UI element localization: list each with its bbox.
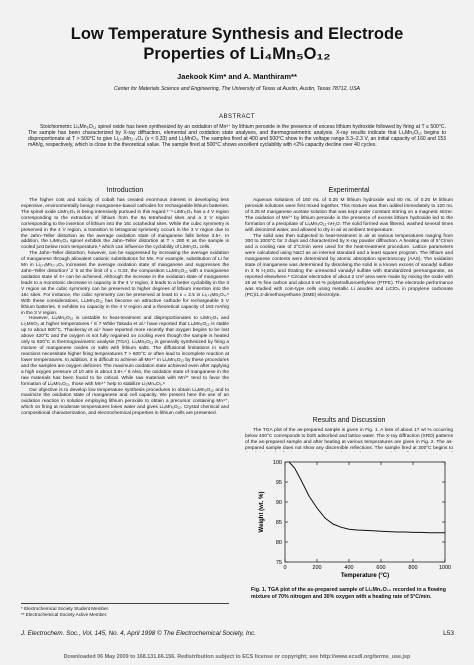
- authors: Jaekook Kim* and A. Manthiram**: [177, 72, 297, 81]
- y-tick-label: 75: [275, 560, 282, 566]
- journal-citation: J. Electrochem. Soc., Vol. 145, No. 4, April 1998 © The Electrochemical Society, Inc.: [21, 630, 257, 637]
- intro-paragraph: However, Li₄Mn₅O₁₂ is unstable to heat-treatment and disproportionates to LiMn₂O₄ and Li₂MnO₃ at higher temperatures.¹˙6˙7 While Takada et al.⁷ have reported that Li₄Mn₅O₁₂ is stable up to about 600°C, Thackeray et al.¹ have reported more recently that oxygen begins to be lost above 420°C and the oxygen is not fully regained on cooling even though the sample is heated only to 620°C in thermogravimetric analysis (TGA). Li₄Mn₅O₁₂ is generally synthesized by firing a mixture of manganese oxides or salts with lithium salts. The diffusional limitations in such reactions necessitate higher firing temperatures T > 600°C or often lead to incomplete reaction at lower temperatures. In addition, it is difficult to achieve all Mn⁴⁺ in Li₄Mn₅O₁₂ by these procedures and the samples are oxygen deficient. The maximum oxidation state achieved even after applying a high oxygen pressure of 10 atm is about 3.8+.¹˙6 Also, the oxidation state of manganese in the raw materials has been found to be critical. While raw materials with Mn³⁺ tend to favor the formation of Li₄Mn₅O₁₂, those with Mn⁴⁺ help to stabilize Li₂Mn₄O₉.⁶: [21, 316, 229, 387]
- x-tick-label: 800: [408, 565, 418, 571]
- x-axis-label: Temperature (°C): [340, 573, 390, 579]
- intro-paragraph: The Jahn–Teller distortion, however, can be suppressed by increasing the average oxidation of manganese through aliovalent cationic substitutions for Mn. For example, substitution of Li for Mn in Li₁₊ₓMn₂₋ₓO₄ increases the average oxidation state of manganese and suppresses the Jahn–Teller distortion¹˙2˙6 at the limit of x = 0.33, the composition Li₄Mn₅O₁₂ with a manganese oxidation state of 4+ can be achieved. Although the increase in the oxidation state of manganese leads to a monotonic decrease in capacity in the 4 V region, it leads to a better cyclability in the 3 V region as the cubic symmetry can be preserved to higher degrees of lithium insertion into the 16c sites. For instance, the cubic symmetry can be preserved at least to x = 2.5 in Li₁₊ₓMn₂O₄.⁶ With these considerations, Li₄Mn₅O₁₂ has become an attractive cathode for rechargeable 3 V lithium batteries. It exhibits no capacity in the 4 V region and a theoretical capacity of 163 mAh/g in the 3 V region.: [21, 251, 229, 316]
- tga-chart-svg: [245, 456, 455, 580]
- x-tick-label: 0: [283, 565, 287, 571]
- experimental-paragraph: The solid was then subjected to heat-treatment in air at various temperatures ranging from 300 to 1000°C for 3 days and characterized by X-ray powder diffraction. A heating rate of 5°C/min and a cooling rate of 2°C/min were used for the heat-treatment procedure. Lattice parameters were calculated using NaCl as an internal standard and a least square program. The lithium and manganese contents were determined by atomic absorption spectroscopy (AAS). The oxidation state of manganese was determined by dissolving the solid in a known excess of vanadyl sulfate in 2 N H₂SO₄ and titrating the unreacted vanadyl sulfate with standardized permanganate, as reported elsewhere.⁸ Circular electrodes of about 2 cm² area were made by mixing the oxide with 25 wt % fine carbon and about 5 wt % polytetrafluoroethylene (PTFE). The electrode performance was studied with coin-type cells using metallic Li anodes and LiClO₄ in propylene carbonate (PC)/1,2-dimethoxyethane (DME) electrolyte.: [245, 233, 453, 298]
- x-tick-label: 200: [312, 565, 322, 571]
- paper-title-line2: Properties of Li₄Mn₅O₁₂: [143, 45, 331, 63]
- left-column: [21, 186, 229, 602]
- right-column: [245, 186, 453, 401]
- footnote: * Electrochemical Society Student Member.: [21, 606, 110, 611]
- abstract-text: Stoichiometric Li₄Mn₅O₁₂ spinel oxide has been synthesized by an oxidation of Mn²⁺ by lithium peroxide in the presence of excess lithium hydroxide followed by firing at T ≤ 500°C. The sample has been characterized by X-ray diffraction, elemental and oxidation state analyses, and thermogravimetric analysis. X-ray results indicate that Li₄Mn₅O₁₂ begins to disproportionate at T > 500°C to give Li₁₊ₓMn₂₋ₓO₄ (x < 0.33) and Li₂MnO₃. The samples fired at 400 and 500°C show in the voltage range 3.3–2.3 V, an initial capacity of 160 and 153 mAh/g, respectively, which is close to the theoretical value. The sample fired at 500°C shows excellent cyclability with <2% capacity decline over 40 cycles.: [28, 124, 446, 149]
- y-tick-label: 80: [275, 540, 282, 546]
- footnote: ** Electrochemical Society Active Member.: [21, 612, 108, 617]
- y-tick-label: 95: [275, 480, 282, 486]
- results-paragraph: The TGA plot of the as-prepared sample is given in Fig. 1. A loss of about 17 wt % occurring below 400°C corresponds to both adsorbed and lattice water. The X-ray diffraction (XRD) patterns of the as-prepared sample and after heating at various temperatures are given in Fig. 2. The as-prepared sample does not show any discernible reflections. The sample fired at 300°C begins to: [245, 428, 453, 451]
- y-tick-label: 85: [275, 520, 282, 526]
- page-number: L53: [443, 630, 454, 637]
- tga-chart: [245, 456, 455, 580]
- download-notice: Downloaded 06 May 2009 to 168.131.66.156. Redistribution subject to ECS license or copyright; see http://www.ecsdl.org/terms_use.jsp: [63, 654, 411, 660]
- abstract: [28, 124, 446, 148]
- intro-heading: Introduction: [106, 187, 144, 194]
- intro-paragraph: The higher cost and toxicity of cobalt has created enormous interest in developing less expensive, environmentally benign manganese-based cathodes for rechargeable lithium batteries. The spinel oxide LiMn₂O₄ is being intensively pursued in this regard.¹⁻⁴ LiMn₂O₄ has a 4 V region corresponding to the extraction of lithium from the 8a tetrahedral sites and a 3 V region corresponding to the insertion of lithium into the 16c octahedral sites. While the cubic symmetry is preserved in the 4 V region, a transition to tetragonal symmetry occurs in the 3 V region due to the Jahn–Teller distortion as the average oxidation state of manganese falls below 3.5+. In addition, the LiMn₂O₄ spinel exhibits the Jahn–Teller distortion at T ≈ 280 K as the sample is cooled just below room temperature,⁵ which can influence the cyclability of LiMn₂O₄ cells.: [21, 198, 229, 251]
- experimental-heading: Experimental: [328, 187, 370, 194]
- x-tick-label: 600: [376, 565, 386, 571]
- paper-title-line1: Low Temperature Synthesis and Electrode: [70, 25, 404, 43]
- x-tick-label: 1000: [438, 565, 452, 571]
- y-tick-label: 90: [275, 500, 282, 506]
- experimental-paragraph: Aqueous solutions of 160 mL of 0.25 M lithium hydroxide and 80 mL of 0.25 M lithium peroxide solutions were first mixed together. This mixture was then added immediately to 120 mL of 0.25 M manganese acetate solution that was kept under constant stirring on a magnetic stirrer. The oxidation of Mn²⁺ by lithium peroxide in the presence of excess lithium hydroxide led to the formation of a precipitate of Li₄Mn₅O₁₂·nH₂O. The solid formed was filtered, washed several times with deionized water, and allowed to dry in air at ambient temperature.: [245, 198, 453, 233]
- figure-caption: Fig. 1. TGA plot of the as-prepared sample of Li₄Mn₅O₁₂ recorded in a flowing mixture of 70% nitrogen and 30% oxygen with a heating rate of 5°C/min.: [251, 587, 447, 600]
- intro-paragraph: Our objective is to develop low temperature synthesis procedures to obtain Li₄Mn₅O₁₂ and to maximize the oxidation state of manganese and cell capacity. We present here the use of an oxidation reaction in solution employing lithium peroxide to obtain a precursor containing Mn⁴⁺, which on firing at moderate temperatures loses water and gives Li₄Mn₅O₁₂. Crystal chemical and compositional characterization, and electrochemical properties in lithium cells are presented.: [21, 387, 229, 417]
- y-tick-label: 100: [272, 460, 282, 466]
- abstract-heading: ABSTRACT: [218, 114, 255, 120]
- results-section: [245, 416, 453, 452]
- plot-frame: [285, 462, 445, 562]
- affiliation: Center for Materials Science and Engineering, The University of Texas at Austin, Austin, Texas 78712, USA: [113, 86, 361, 92]
- x-tick-label: 400: [344, 565, 354, 571]
- tga-weight-curve: [289, 462, 445, 533]
- y-axis-label: Weight (wt. %): [259, 491, 265, 533]
- results-heading: Results and Discussion: [312, 417, 386, 424]
- footnotes: [21, 603, 229, 618]
